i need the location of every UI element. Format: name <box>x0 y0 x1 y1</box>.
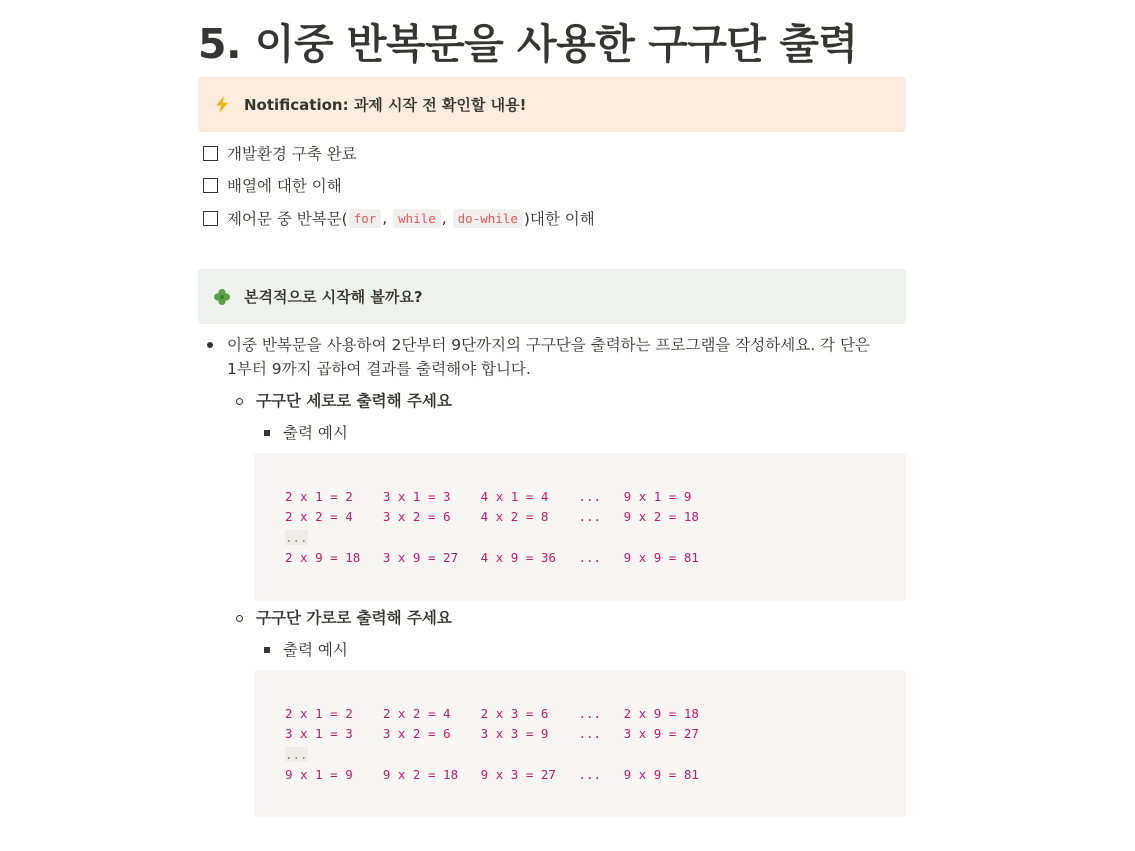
vertical-heading-item <box>236 389 452 413</box>
notification-text: Notification: 과제 시작 전 확인할 내용! <box>244 96 527 114</box>
task-description-text: 이중 반복문을 사용하여 2단부터 9단까지의 구구단을 출력하는 프로그램을 작성하세요. 각 단은 1부터 9까지 곱하여 결과를 출력해야 합니다. <box>227 336 870 378</box>
code-line: ... <box>285 530 308 545</box>
task-description <box>207 333 906 381</box>
vertical-example-label: 출력 예시 <box>283 424 348 442</box>
todo-label: 배열에 대한 이해 <box>227 177 342 195</box>
lightning-icon <box>212 95 232 115</box>
code-line: 9 x 1 = 9 9 x 2 = 18 9 x 3 = 27 ... 9 x 9 = 81 <box>285 767 699 782</box>
todo-item-dev-env <box>203 141 357 165</box>
notification-callout <box>198 77 906 132</box>
bullet-dot-icon <box>207 342 213 348</box>
page-title: 5. 이중 반복문을 사용한 구구단 출력 <box>198 20 858 68</box>
code-line: 2 x 9 = 18 3 x 9 = 27 4 x 9 = 36 ... 9 x 9 = 81 <box>285 550 699 565</box>
todo-label-suffix: )대한 이해 <box>523 210 595 228</box>
vertical-code-block <box>254 453 906 601</box>
bullet-circle-icon <box>236 398 243 405</box>
inline-code-do-while: do-while <box>453 209 523 228</box>
code-line: 2 x 2 = 4 3 x 2 = 6 4 x 2 = 8 ... 9 x 2 = 18 <box>285 509 699 524</box>
horizontal-example-label: 출력 예시 <box>283 641 348 659</box>
todo-label: 개발환경 구축 완료 <box>227 145 357 163</box>
vertical-example-item <box>264 421 348 445</box>
bullet-circle-icon <box>236 615 243 622</box>
horizontal-example-item <box>264 638 348 662</box>
bullet-square-icon <box>264 647 270 653</box>
horizontal-heading: 구구단 가로로 출력해 주세요 <box>256 609 452 627</box>
start-callout <box>198 269 906 324</box>
todo-item-loops <box>203 206 595 230</box>
code-line: 2 x 1 = 2 2 x 2 = 4 2 x 3 = 6 ... 2 x 9 = 18 <box>285 706 699 721</box>
inline-code-while: while <box>393 209 441 228</box>
todo-checkbox[interactable] <box>203 178 218 193</box>
todo-item-array <box>203 173 342 197</box>
vertical-heading: 구구단 세로로 출력해 주세요 <box>256 392 452 410</box>
horizontal-code-block <box>254 670 906 817</box>
code-line: ... <box>285 747 308 762</box>
bullet-square-icon <box>264 430 270 436</box>
comma-separator: , <box>382 209 393 227</box>
comma-separator: , <box>441 209 452 227</box>
code-line: 2 x 1 = 2 3 x 1 = 3 4 x 1 = 4 ... 9 x 1 = 9 <box>285 489 692 504</box>
clover-icon <box>212 287 232 307</box>
todo-label-prefix: 제어문 중 반복문( <box>227 210 348 228</box>
start-callout-text: 본격적으로 시작해 볼까요? <box>244 288 423 306</box>
code-line: 3 x 1 = 3 3 x 2 = 6 3 x 3 = 9 ... 3 x 9 = 27 <box>285 726 699 741</box>
horizontal-heading-item <box>236 606 452 630</box>
todo-checkbox[interactable] <box>203 211 218 226</box>
todo-checkbox[interactable] <box>203 146 218 161</box>
inline-code-for: for <box>349 209 382 228</box>
